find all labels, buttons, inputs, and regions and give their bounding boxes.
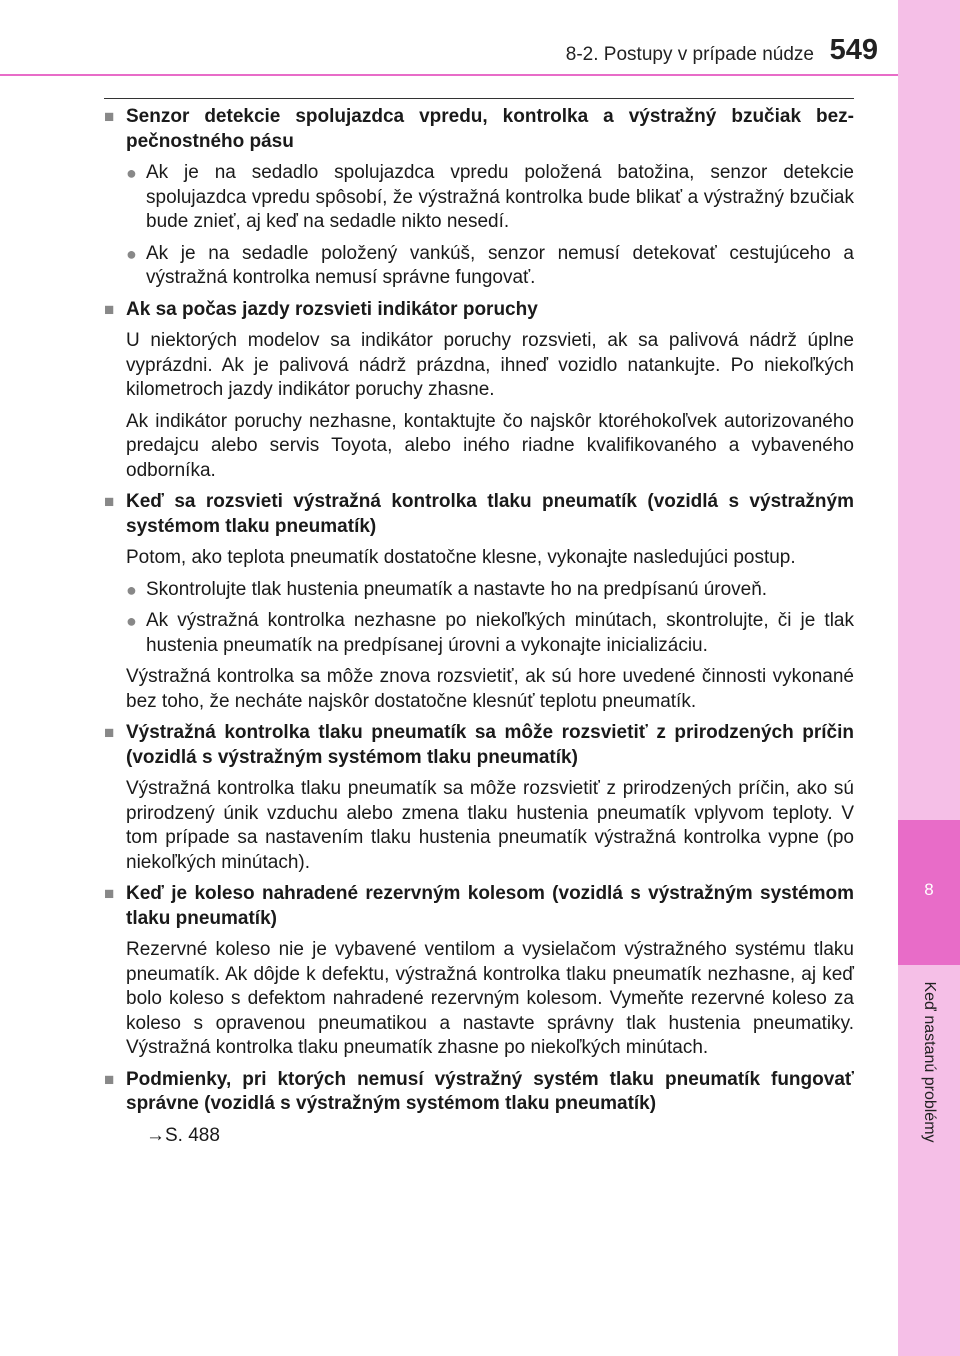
paragraph: Výstražná kontrolka sa môže znova rozsvietiť, ak sú hore uvedené činnosti vykonané bez toho, že necháte najskôr dostatočne klesnúť teplotu pneumatík. [126, 666, 854, 712]
bullet-item: ● Ak je na sedadle položený vankúš, senzor nemusí detekovať cestujúceho a výstražná kontrolka nemusí správne fungovať. [104, 242, 854, 291]
section [104, 1068, 854, 1117]
section-title: ■ Keď sa rozsvieti výstražná kontrolka tlaku pneumatík (vozidlá s výstražným systémom tlaku pneumatík) [126, 491, 854, 537]
header-rule [0, 74, 898, 76]
chapter-number: 8 [924, 880, 934, 899]
section-title: ■ Výstražná kontrolka tlaku pneumatík sa môže rozsvietiť z prirodzených príčin (vozidlá s výstražným systémom tlaku pneumatík) [126, 722, 854, 768]
paragraph: Výstražná kontrolka tlaku pneumatík sa môže rozsvietiť z prirodzených príčin, ako sú prirodzený únik vzduchu alebo zmena tlaku hustenia pneumatík vplyvom teploty. V tom prípade sa nastavením tlaku hustenia pneumatík výstražná kontrolka vypne (po niekoľkých minútach). [126, 778, 854, 873]
content-top-rule [104, 98, 854, 99]
chapter-heading: 8-2. Postupy v prípade núdze [565, 44, 814, 65]
section-title: ■ Keď je koleso nahradené rezervným kolesom (vozidlá s výstražným systémom tlaku pneumatík) [126, 883, 854, 929]
bullet-item: ● Ak výstražná kontrolka nezhasne po niekoľkých minútach, skontrolujte, či je tlak hustenia pneumatík na predpísanej úrovni a vykonajte inicializáciu. [104, 609, 854, 658]
section [104, 105, 854, 154]
section-title: ■ Ak sa počas jazdy rozsvieti indikátor poruchy [126, 298, 538, 320]
section-title: ■ Podmienky, pri ktorých nemusí výstražný systém tlaku pneumatík fungovať správne (vozidlá s výstražným systémom tlaku pneumatík) [126, 1068, 854, 1114]
page-reference-link[interactable]: →S. 488 [146, 1124, 220, 1146]
paragraph: Rezervné koleso nie je vybavené ventilom a vysielačom výstražného systému tlaku pneumatík. Ak dôjde k defektu, výstražná kontrolka tlaku pneumatík nezhasne, aj keď bolo koleso s defektom nahradené rezervným kolesom. Vymeňte rezervné koleso za koleso s opravenou pneumatikou a nastavte správny tlak hustenia pneumatiky. Výstražná kontrolka tlaku pneumatík zhasne po niekoľkých minútach. [126, 939, 854, 1058]
section [104, 490, 854, 539]
section [104, 882, 854, 931]
paragraph: U niektorých modelov sa indikátor poruchy rozsvieti, ak sa palivová nádrž úplne vyprázdni. Ak je palivová nádrž prázdna, ihneď vozidlo natankujte. Po niekoľkých kilometroch jazdy indikátor poruchy zhasne. [126, 330, 854, 400]
section-title: ■ Senzor detekcie spolujazdca vpredu, kontrolka a výstražný bzučiak bezpečnostného pásu [126, 106, 854, 152]
page-number: 549 [829, 34, 878, 66]
chapter-title: Keď nastanú problémy [921, 981, 938, 1143]
section [104, 298, 854, 323]
section [104, 721, 854, 770]
page-content [104, 105, 854, 1155]
bullet-item: ● Skontrolujte tlak hustenia pneumatík a nastavte ho na predpísanú úroveň. [104, 578, 854, 603]
bullet-item: ● Ak je na sedadlo spolujazdca vpredu položená batožina, senzor detekcie spolujazdca vpredu spôsobí, že výstražná kontrolka bude blikať a výstražný bzučiak bude znieť, aj keď na sedadle nikto nesedí. [104, 161, 854, 235]
paragraph: Potom, ako teplota pneumatík dostatočne klesne, vykonajte nasledujúci postup. [126, 547, 796, 568]
paragraph: Ak indikátor poruchy nezhasne, kontaktujte čo najskôr ktoréhokoľvek autorizovaného predajcu alebo servis Toyota, alebo iného riadne kvalifikovaného a vybaveného odborníka. [126, 410, 854, 481]
chapter-side-tab [898, 0, 960, 1356]
